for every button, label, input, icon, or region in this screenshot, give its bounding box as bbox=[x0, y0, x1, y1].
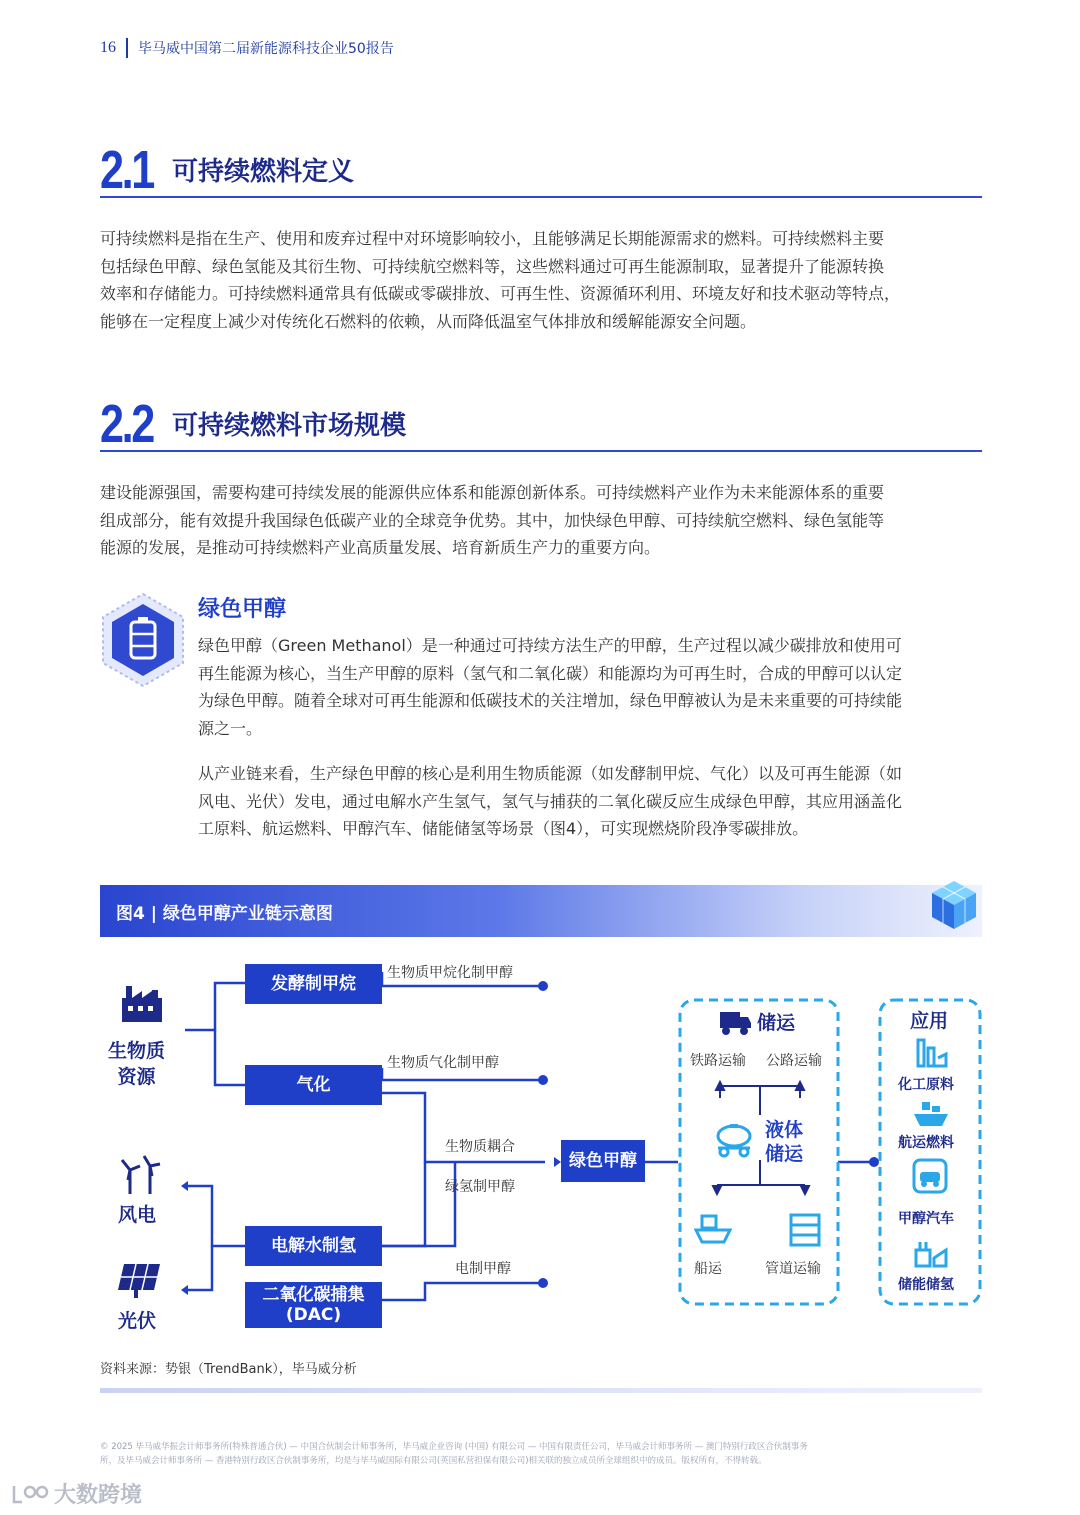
green-methanol-node: 绿色甲醇 bbox=[561, 1140, 645, 1182]
route-power-to-methanol: 电制甲醇 bbox=[455, 1261, 511, 1277]
pipeline-icon bbox=[788, 1212, 822, 1252]
text-line: 包括绿色甲醇、绿色氢能及其衍生物、可持续航空燃料等，这些燃料通过可再生能源制取，显著提升了能源转换 bbox=[100, 256, 885, 276]
process-electrolysis: 电解水制氢 bbox=[245, 1226, 382, 1266]
cargo-ship-icon bbox=[912, 1100, 950, 1134]
methanol-paragraph-2 bbox=[198, 760, 988, 843]
storage-pipeline: 管道运输 bbox=[765, 1261, 821, 1277]
page-number: 16 bbox=[100, 38, 128, 58]
section-heading-2-1 bbox=[100, 140, 982, 200]
process-gasify: 气化 bbox=[245, 1065, 382, 1105]
section-title: 可持续燃料定义 bbox=[172, 157, 355, 187]
industry-chain-diagram bbox=[100, 950, 990, 1350]
section-number: 2.1 bbox=[100, 140, 153, 200]
energy-storage-icon bbox=[912, 1236, 950, 1274]
text-line: 能够在一定程度上减少对传统化石燃料的依赖，从而降低温室气体排放和缓解能源安全问题。 bbox=[100, 311, 757, 331]
storage-title: 储运 bbox=[757, 1012, 796, 1034]
source-note: 资料来源：势银（TrendBank），毕马威分析 bbox=[100, 1362, 357, 1377]
tanker-icon bbox=[714, 1122, 754, 1162]
chemical-plant-icon bbox=[912, 1036, 948, 1074]
methanol-paragraph-1 bbox=[198, 632, 988, 742]
storage-liquid bbox=[765, 1118, 803, 1166]
text-line: 可持续燃料是指在生产、使用和废弃过程中对环境影响较小，且能够满足长期能源需求的燃料。可持续燃料主要 bbox=[100, 229, 885, 248]
section-heading-2-2 bbox=[100, 394, 982, 454]
wind-turbine-icon bbox=[116, 1150, 164, 1200]
text-line: 风电、光伏）发电，通过电解水产生氢气，氢气与捕获的二氧化碳反应生成绿色甲醇，其应用涵盖化 bbox=[198, 791, 903, 811]
section1-paragraph bbox=[100, 225, 990, 335]
storage-ship: 船运 bbox=[694, 1261, 722, 1277]
watermark-logo-icon bbox=[10, 1482, 50, 1506]
section2-paragraph bbox=[100, 479, 982, 562]
figure-title: 图4 | 绿色甲醇产业链示意图 bbox=[116, 904, 333, 924]
source-biomass bbox=[108, 1038, 165, 1090]
text-line: 能源的发展，是推动可持续燃料产业高质量发展、培育新质生产力的重要方向。 bbox=[100, 538, 661, 557]
diagram-connectors bbox=[100, 950, 990, 1350]
process-dac bbox=[245, 1282, 382, 1328]
route-biomass-methanation: 生物质甲烷化制甲醇 bbox=[387, 965, 513, 981]
storage-road: 公路运输 bbox=[766, 1053, 822, 1069]
divider bbox=[100, 1388, 982, 1393]
application-title: 应用 bbox=[910, 1010, 949, 1032]
copyright-footer bbox=[100, 1440, 982, 1468]
watermark bbox=[10, 1478, 142, 1509]
section-number: 2.2 bbox=[100, 394, 153, 454]
factory-icon bbox=[118, 978, 166, 1030]
text-line: 组成部分，能有效提升我国绿色低碳产业的全球竞争优势。其中，加快绿色甲醇、可持续航空燃料、绿色氢能等 bbox=[100, 510, 885, 530]
cube-icon bbox=[926, 877, 982, 933]
storage-rail: 铁路运输 bbox=[690, 1053, 746, 1069]
text-line: 再生能源为核心，当生产甲醇的原料（氢气和二氧化碳）和能源均为可再生时，合成的甲醇可以认定 bbox=[198, 663, 903, 683]
app-car: 甲醇汽车 bbox=[898, 1211, 954, 1227]
car-icon bbox=[912, 1158, 948, 1198]
app-chemical: 化工原料 bbox=[898, 1077, 954, 1093]
solar-panel-icon bbox=[114, 1260, 164, 1304]
app-energy-storage: 储能储氢 bbox=[898, 1277, 954, 1293]
route-green-hydrogen: 绿氢制甲醇 bbox=[445, 1179, 515, 1195]
text-line: 工原料、航运燃料、甲醇汽车、储能储氢等场景（图4），可实现燃烧阶段净零碳排放。 bbox=[198, 819, 809, 838]
route-biomass-coupling: 生物质耦合 bbox=[445, 1139, 515, 1155]
text-line: 为绿色甲醇。随着全球对可再生能源和低碳技术的关注增加，绿色甲醇被认为是未来重要的可持续能 bbox=[198, 691, 903, 710]
watermark-text: 大数跨境 bbox=[54, 1483, 143, 1508]
text-line: 二氧化碳捕集 bbox=[262, 1285, 365, 1305]
text-line: 储运 bbox=[765, 1143, 804, 1165]
page-header bbox=[100, 36, 394, 60]
text-line: 源之一。 bbox=[198, 718, 263, 738]
subsection-title: 绿色甲醇 bbox=[198, 597, 287, 622]
source-wind: 风电 bbox=[118, 1204, 157, 1226]
process-ferment: 发酵制甲烷 bbox=[245, 964, 382, 1004]
text-line: 效率和存储能力。可持续燃料通常具有低碳或零碳排放、可再生性、资源循环利用、环境友好和技术驱动等特点， bbox=[100, 284, 901, 303]
figure-title-bar bbox=[100, 885, 982, 937]
text-line: 资源 bbox=[117, 1066, 156, 1088]
text-line: 生物质 bbox=[108, 1040, 166, 1062]
text-line: 建设能源强国，需要构建可持续发展的能源供应体系和能源创新体系。可持续燃料产业作为未来能源体系的重要 bbox=[100, 483, 885, 502]
ship-icon bbox=[694, 1212, 732, 1250]
truck-icon bbox=[718, 1008, 752, 1040]
text-line: (DAC) bbox=[285, 1305, 342, 1325]
app-shipping: 航运燃料 bbox=[898, 1135, 954, 1151]
methanol-barrel-icon bbox=[100, 592, 186, 688]
text-line: 液体 bbox=[765, 1119, 804, 1141]
section-title: 可持续燃料市场规模 bbox=[172, 411, 407, 441]
footer-line: 所，及毕马威会计师事务所 — 香港特别行政区合伙制事务所，均是与毕马威国际有限公司(英国私营担保有限公司)相关联的独立成员所全球组织中的成员。版权所有，不得转载。 bbox=[100, 1456, 767, 1466]
footer-line: © 2025 毕马威华振会计师事务所(特殊普通合伙) — 中国合伙制会计师事务所，毕马威企业咨询 (中国) 有限公司 — 中国有限责任公司，毕马威会计师事务所 — 澳门特别行政区合伙制事务 bbox=[100, 1442, 808, 1452]
text-line: 绿色甲醇（Green Methanol）是一种通过可持续方法生产的甲醇，生产过程以减少碳排放和使用可 bbox=[198, 636, 902, 655]
report-title: 毕马威中国第二届新能源科技企业50报告 bbox=[138, 41, 394, 57]
source-solar: 光伏 bbox=[118, 1310, 157, 1332]
text-line: 从产业链来看，生产绿色甲醇的核心是利用生物质能源（如发酵制甲烷、气化）以及可再生能源（如 bbox=[198, 764, 903, 783]
route-biomass-gasification: 生物质气化制甲醇 bbox=[387, 1055, 499, 1071]
